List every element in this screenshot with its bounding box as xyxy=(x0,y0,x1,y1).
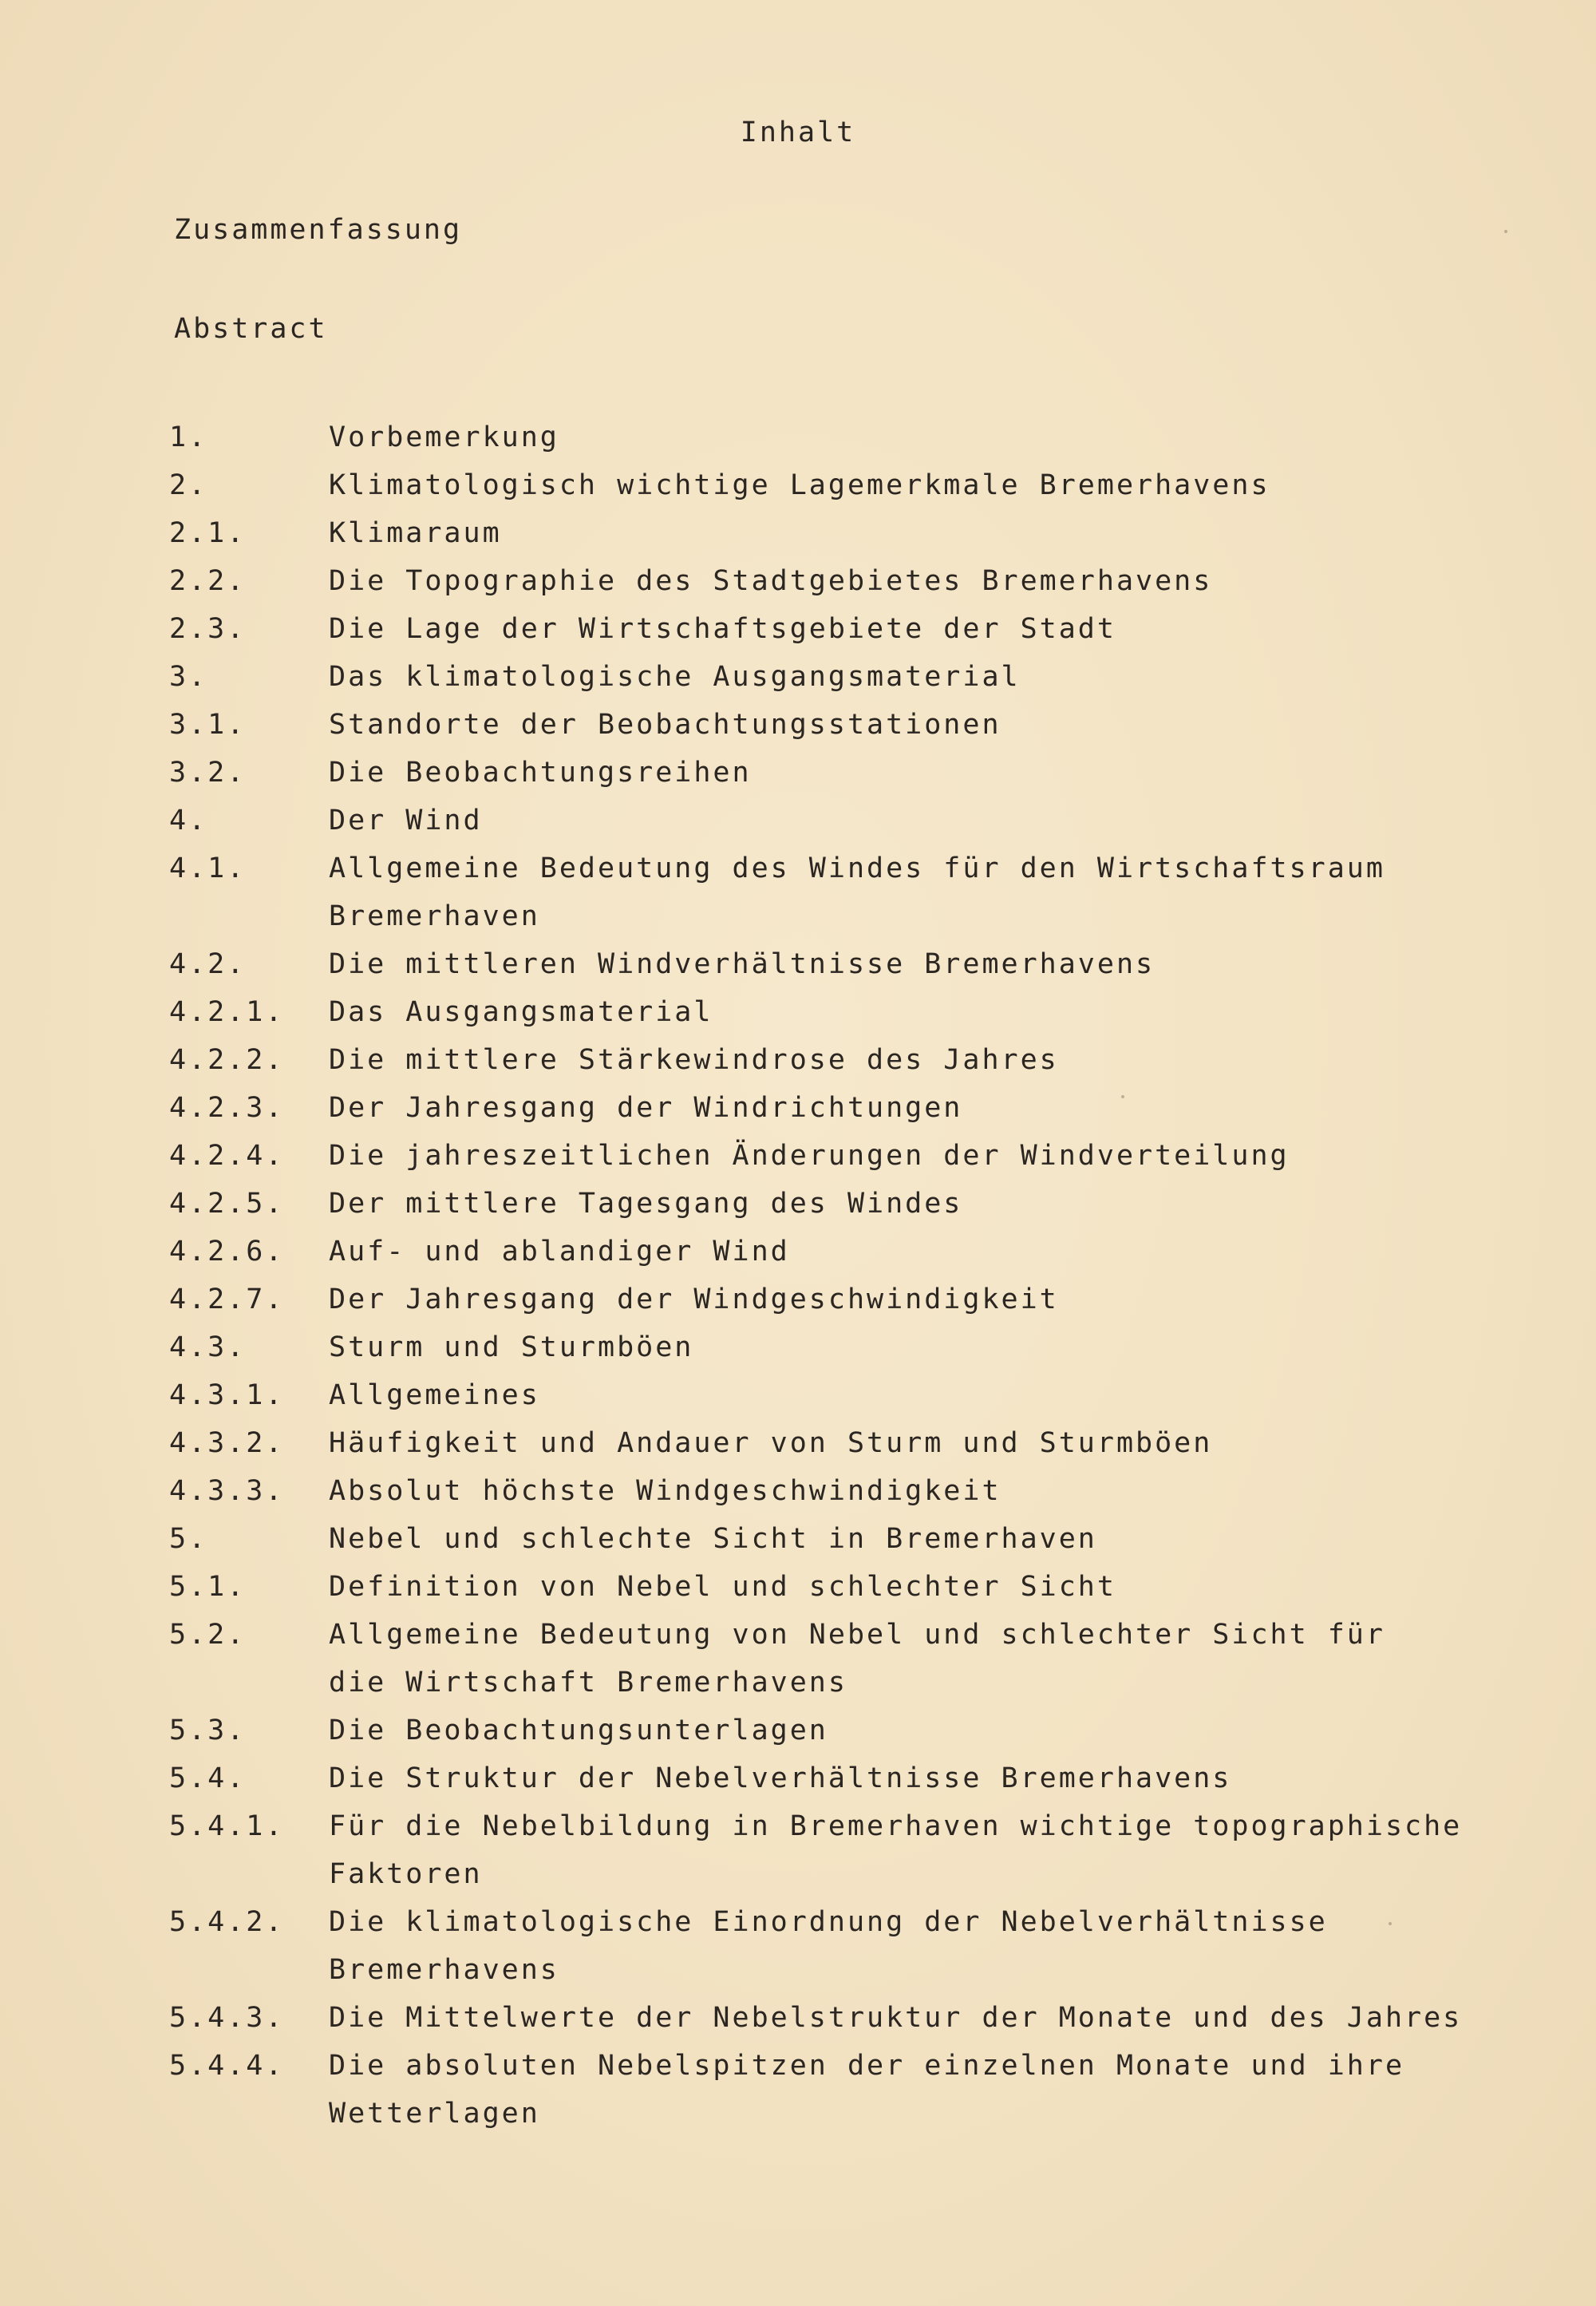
paper-speck xyxy=(1504,230,1507,233)
toc-entry-number: 5.4.1. xyxy=(169,1810,285,1842)
toc-entry-title-line: Die Beobachtungsunterlagen xyxy=(329,1715,828,1746)
toc-entry-title xyxy=(329,844,1526,940)
toc-entry-number: 5.1. xyxy=(169,1571,247,1603)
toc-entry-title xyxy=(329,653,1526,701)
toc-entry xyxy=(169,1132,1526,1180)
toc-entry-title-line: Allgemeine Bedeutung des Windes für den Wirtschaftsraum xyxy=(329,852,1385,884)
toc-entry xyxy=(169,1563,1526,1611)
toc-entry xyxy=(169,1515,1526,1563)
toc-entry-title-line: Die mittleren Windverhältnisse Bremerhavens xyxy=(329,948,1156,980)
toc-entry-number: 4.2.3. xyxy=(169,1092,285,1124)
toc-entry-number: 5. xyxy=(169,1523,208,1555)
toc-entry-title-line: die Wirtschaft Bremerhavens xyxy=(329,1667,847,1699)
toc-entry-title-line: Die klimatologische Einordnung der Nebelverhältnisse xyxy=(329,1906,1328,1938)
toc-entry-number: 5.2. xyxy=(169,1619,247,1651)
toc-entry-title-line: Sturm und Sturmböen xyxy=(329,1331,694,1363)
toc-entry-title xyxy=(329,1228,1526,1276)
toc-entry-title-line: Häufigkeit und Andauer von Sturm und Sturmböen xyxy=(329,1427,1213,1459)
toc-entry-title xyxy=(329,940,1526,988)
toc-entry-number: 4.2.2. xyxy=(169,1044,285,1076)
toc-entry-title xyxy=(329,1611,1526,1707)
toc-entry-title xyxy=(329,1084,1526,1132)
toc-entry-title xyxy=(329,701,1526,749)
toc-entry xyxy=(169,749,1526,797)
toc-entry-number: 4.2.7. xyxy=(169,1284,285,1315)
toc-entry-title-line: Absolut höchste Windgeschwindigkeit xyxy=(329,1475,1001,1507)
toc-entry xyxy=(169,1802,1526,1898)
toc-entry-number: 2.1. xyxy=(169,517,247,549)
toc-entry-title xyxy=(329,413,1526,461)
toc-entry xyxy=(169,509,1526,557)
toc-entry-title-line: Die absoluten Nebelspitzen der einzelnen Monate und ihre xyxy=(329,2050,1405,2082)
toc-entry-title-line: Klimatologisch wichtige Lagemerkmale Bremerhavens xyxy=(329,469,1270,501)
toc-entry-title-line: Standorte der Beobachtungsstationen xyxy=(329,709,1001,741)
toc-entry xyxy=(169,1371,1526,1419)
toc-entry-number: 5.4.3. xyxy=(169,2002,285,2034)
toc-entry-title xyxy=(329,1707,1526,1754)
toc-entry xyxy=(169,1754,1526,1802)
toc-entry-number: 3. xyxy=(169,661,208,693)
toc-entry-title xyxy=(329,1898,1526,1994)
toc-entry-title-line: Die Topographie des Stadtgebietes Bremerhavens xyxy=(329,565,1213,597)
toc-entry-title-line: Bremerhaven xyxy=(329,900,540,932)
toc-entry-title xyxy=(329,557,1526,605)
toc-entry xyxy=(169,413,1526,461)
toc-entry-number: 4.1. xyxy=(169,852,247,884)
toc-entry xyxy=(169,844,1526,940)
toc-entry-title-line: Definition von Nebel und schlechter Sicht xyxy=(329,1571,1116,1603)
toc-entry-title xyxy=(329,797,1526,844)
toc-entry-title-line: Die jahreszeitlichen Änderungen der Windverteilung xyxy=(329,1140,1290,1172)
toc-entry-number: 4.3.2. xyxy=(169,1427,285,1459)
toc-entry-title-line: Wetterlagen xyxy=(329,2098,540,2130)
toc-entry-number: 5.4.2. xyxy=(169,1906,285,1938)
toc-entry-title xyxy=(329,461,1526,509)
toc-entry-number: 4.2. xyxy=(169,948,247,980)
toc-entry-title-line: Die Beobachtungsreihen xyxy=(329,757,752,789)
toc-entry-title xyxy=(329,1994,1526,2042)
toc-entry-title xyxy=(329,1515,1526,1563)
toc-entry-number: 4.3.3. xyxy=(169,1475,285,1507)
toc-entry xyxy=(169,1180,1526,1228)
toc-entry-number: 5.4. xyxy=(169,1762,247,1794)
toc-entry-title-line: Allgemeine Bedeutung von Nebel und schlechter Sicht für xyxy=(329,1619,1385,1651)
toc-entry xyxy=(169,1994,1526,2042)
toc-entry-number: 4.3.1. xyxy=(169,1379,285,1411)
toc-entry xyxy=(169,605,1526,653)
toc-entry-title-line: Klimaraum xyxy=(329,517,502,549)
toc-entry xyxy=(169,1084,1526,1132)
toc-entry-number: 4.3. xyxy=(169,1331,247,1363)
toc-entry-title xyxy=(329,509,1526,557)
toc-entry-number: 5.4.4. xyxy=(169,2050,285,2082)
toc-entry-number: 4.2.5. xyxy=(169,1188,285,1220)
toc-entry-title-line: Die Mittelwerte der Nebelstruktur der Monate und des Jahres xyxy=(329,2002,1463,2034)
toc-entry-number: 3.2. xyxy=(169,757,247,789)
toc-entry-number: 5.3. xyxy=(169,1715,247,1746)
toc-entry-title-line: Allgemeines xyxy=(329,1379,540,1411)
toc-entry-title-line: Für die Nebelbildung in Bremerhaven wichtige topographische xyxy=(329,1810,1463,1842)
front-matter-abstract: Abstract xyxy=(174,313,328,345)
toc-entry-number: 2.2. xyxy=(169,565,247,597)
toc-entry-number: 2.3. xyxy=(169,613,247,645)
toc-entry-number: 4.2.6. xyxy=(169,1236,285,1268)
toc-entry-title xyxy=(329,988,1526,1036)
toc-entry xyxy=(169,653,1526,701)
toc-entry-number: 4. xyxy=(169,805,208,837)
front-matter-zusammenfassung: Zusammenfassung xyxy=(174,214,463,246)
toc-entry-number: 3.1. xyxy=(169,709,247,741)
toc-entry-title-line: Bremerhavens xyxy=(329,1954,559,1986)
toc-entry-title xyxy=(329,749,1526,797)
toc-entry xyxy=(169,1707,1526,1754)
toc-entry-title-line: Die Lage der Wirtschaftsgebiete der Stadt xyxy=(329,613,1116,645)
toc-entry-title-line: Auf- und ablandiger Wind xyxy=(329,1236,790,1268)
toc-entry-title-line: Der Wind xyxy=(329,805,483,837)
table-of-contents xyxy=(169,413,1526,2138)
toc-entry-title-line: Das klimatologische Ausgangsmaterial xyxy=(329,661,1021,693)
toc-entry-number: 4.2.4. xyxy=(169,1140,285,1172)
toc-entry xyxy=(169,1611,1526,1707)
toc-entry-number: 4.2.1. xyxy=(169,996,285,1028)
toc-entry xyxy=(169,2042,1526,2138)
toc-entry-title-line: Die mittlere Stärkewindrose des Jahres xyxy=(329,1044,1059,1076)
toc-entry xyxy=(169,1036,1526,1084)
toc-entry xyxy=(169,1419,1526,1467)
toc-entry-title xyxy=(329,2042,1526,2138)
toc-entry xyxy=(169,557,1526,605)
toc-entry xyxy=(169,940,1526,988)
toc-entry-title-line: Vorbemerkung xyxy=(329,421,559,453)
toc-entry-title xyxy=(329,1563,1526,1611)
toc-entry-title-line: Der mittlere Tagesgang des Windes xyxy=(329,1188,963,1220)
toc-entry xyxy=(169,461,1526,509)
toc-entry-title xyxy=(329,1802,1526,1898)
toc-entry-title-line: Der Jahresgang der Windgeschwindigkeit xyxy=(329,1284,1059,1315)
toc-entry xyxy=(169,988,1526,1036)
toc-entry xyxy=(169,1467,1526,1515)
toc-entry xyxy=(169,1228,1526,1276)
page-title: Inhalt xyxy=(740,117,856,148)
toc-entry-title-line: Faktoren xyxy=(329,1858,483,1890)
toc-entry xyxy=(169,701,1526,749)
toc-entry xyxy=(169,797,1526,844)
toc-entry-number: 1. xyxy=(169,421,208,453)
toc-entry-number: 2. xyxy=(169,469,208,501)
toc-entry-title-line: Die Struktur der Nebelverhältnisse Bremerhavens xyxy=(329,1762,1232,1794)
toc-entry-title-line: Nebel und schlechte Sicht in Bremerhaven xyxy=(329,1523,1097,1555)
toc-entry-title xyxy=(329,1754,1526,1802)
toc-entry-title xyxy=(329,1323,1526,1371)
toc-entry-title xyxy=(329,1419,1526,1467)
toc-entry xyxy=(169,1323,1526,1371)
toc-entry-title xyxy=(329,605,1526,653)
toc-entry-title-line: Der Jahresgang der Windrichtungen xyxy=(329,1092,963,1124)
toc-entry-title xyxy=(329,1276,1526,1323)
toc-entry-title xyxy=(329,1180,1526,1228)
toc-entry-title-line: Das Ausgangsmaterial xyxy=(329,996,713,1028)
toc-entry-title xyxy=(329,1132,1526,1180)
toc-entry-title xyxy=(329,1467,1526,1515)
toc-entry xyxy=(169,1898,1526,1994)
toc-entry xyxy=(169,1276,1526,1323)
toc-entry-title xyxy=(329,1036,1526,1084)
toc-entry-title xyxy=(329,1371,1526,1419)
